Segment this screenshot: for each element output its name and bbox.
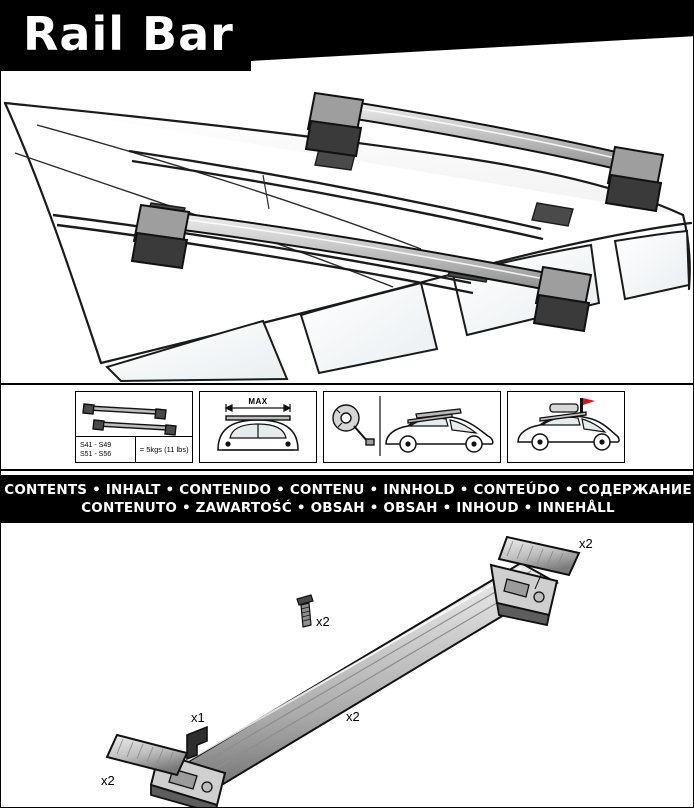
weight-label: = 5kgs (11 lbs) (139, 445, 189, 454)
title-bar (1, 1, 694, 71)
title-wedge-decoration (251, 1, 694, 71)
size-label-line1: S41 - S49 (80, 441, 112, 449)
pictogram-measure-and-load (323, 391, 501, 463)
contents-banner-line2: CONTENUTO • ZAWARTOŚĆ • OBSAH • OBSAH • INHOUD • INNEHÅLL (81, 500, 615, 516)
contents-banner-line1: CONTENTS • INHALT • CONTENIDO • CONTENU • INNHOLD • CONTEÚDO • СОДЕРЖАНИЕ (4, 482, 692, 498)
qty-screw: x2 (316, 614, 330, 629)
hero-illustration (1, 63, 694, 383)
contents-banner (1, 475, 694, 523)
page-title: Rail Bar (23, 7, 234, 61)
pictogram-part-size-chart (75, 391, 193, 463)
weight-cell (76, 436, 192, 462)
pictogram-strip (1, 383, 694, 471)
size-labels (76, 437, 136, 462)
parts-diagram (1, 523, 694, 807)
pictogram-loaded-car (507, 391, 625, 463)
pictogram-max-roof-length (199, 391, 317, 463)
max-label: MAX (248, 397, 268, 406)
size-label-line2: S51 - S56 (80, 450, 112, 458)
qty-end-cap-top: x2 (579, 536, 593, 551)
qty-end-cap-bottom: x2 (101, 773, 115, 788)
qty-bar: x2 (346, 709, 360, 724)
qty-bracket: x1 (191, 710, 205, 725)
